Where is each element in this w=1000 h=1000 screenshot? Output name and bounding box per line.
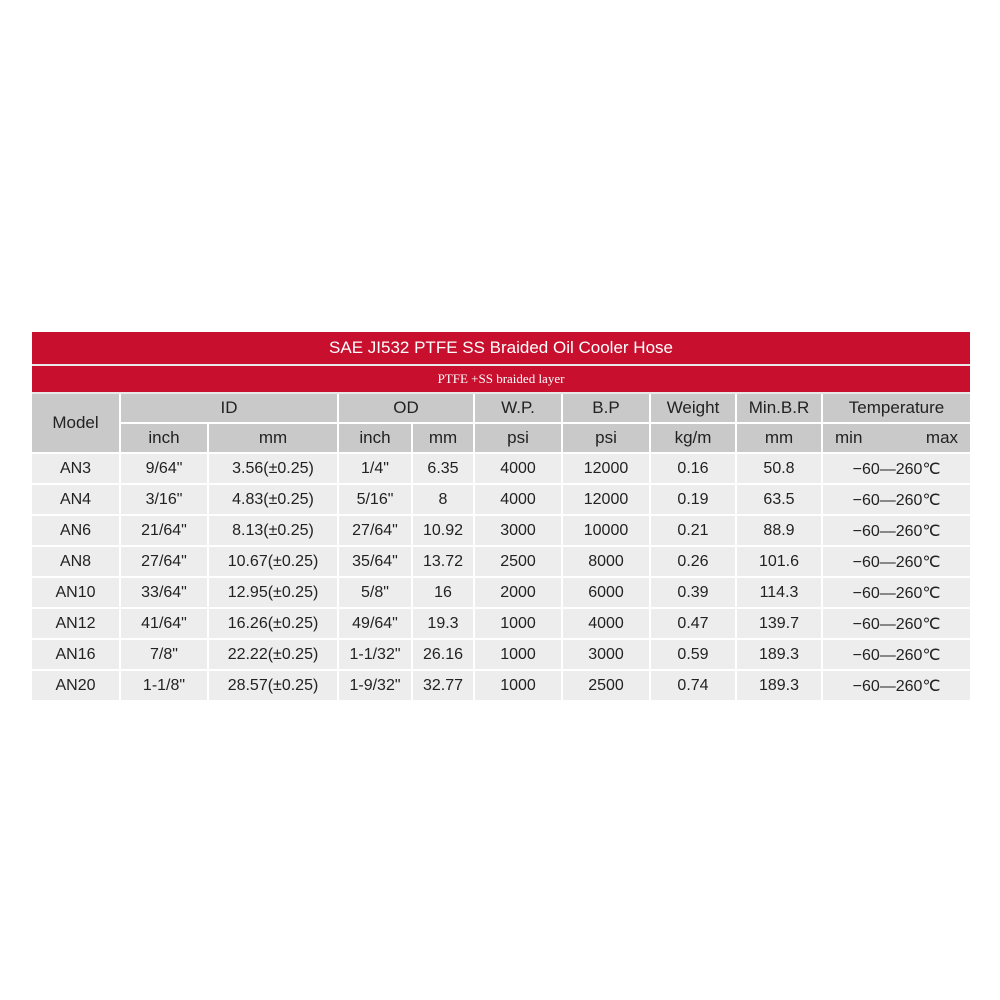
header-wp: W.P.	[474, 393, 562, 423]
cell-model: AN12	[32, 608, 120, 639]
cell-temperature: −60—260℃	[822, 577, 970, 608]
cell-bp: 8000	[562, 546, 650, 577]
cell-id-mm: 10.67(±0.25)	[208, 546, 338, 577]
cell-id-inch: 27/64"	[120, 546, 208, 577]
cell-temperature: −60—260℃	[822, 608, 970, 639]
unit-od-inch: inch	[338, 423, 412, 453]
unit-temp-min: min	[835, 428, 863, 447]
cell-minbr: 88.9	[736, 515, 822, 546]
cell-od-inch: 1-1/32"	[338, 639, 412, 670]
cell-bp: 12000	[562, 453, 650, 484]
cell-wp: 2500	[474, 546, 562, 577]
cell-id-mm: 8.13(±0.25)	[208, 515, 338, 546]
cell-od-mm: 26.16	[412, 639, 474, 670]
cell-wp: 2000	[474, 577, 562, 608]
cell-minbr: 189.3	[736, 670, 822, 700]
unit-bp: psi	[562, 423, 650, 453]
header-bp: B.P	[562, 393, 650, 423]
table-subtitle-row	[32, 365, 970, 393]
table-row	[32, 546, 970, 577]
cell-wp: 1000	[474, 670, 562, 700]
cell-model: AN16	[32, 639, 120, 670]
unit-wp: psi	[474, 423, 562, 453]
cell-od-mm: 13.72	[412, 546, 474, 577]
cell-od-inch: 1/4"	[338, 453, 412, 484]
cell-bp: 6000	[562, 577, 650, 608]
cell-wp: 4000	[474, 484, 562, 515]
cell-id-inch: 9/64"	[120, 453, 208, 484]
cell-bp: 3000	[562, 639, 650, 670]
table-title-row	[32, 332, 970, 365]
cell-od-inch: 1-9/32"	[338, 670, 412, 700]
cell-temperature: −60—260℃	[822, 484, 970, 515]
header-od: OD	[338, 393, 474, 423]
cell-minbr: 101.6	[736, 546, 822, 577]
cell-od-mm: 8	[412, 484, 474, 515]
cell-od-mm: 10.92	[412, 515, 474, 546]
unit-od-mm: mm	[412, 423, 474, 453]
header-id: ID	[120, 393, 338, 423]
cell-weight: 0.19	[650, 484, 736, 515]
cell-od-mm: 6.35	[412, 453, 474, 484]
cell-bp: 2500	[562, 670, 650, 700]
unit-minbr: mm	[736, 423, 822, 453]
cell-od-inch: 49/64"	[338, 608, 412, 639]
cell-model: AN10	[32, 577, 120, 608]
cell-od-inch: 35/64"	[338, 546, 412, 577]
table-row	[32, 639, 970, 670]
table-row	[32, 453, 970, 484]
unit-id-mm: mm	[208, 423, 338, 453]
cell-temperature: −60—260℃	[822, 670, 970, 700]
cell-od-mm: 16	[412, 577, 474, 608]
cell-weight: 0.74	[650, 670, 736, 700]
header-minbr: Min.B.R	[736, 393, 822, 423]
cell-id-mm: 3.56(±0.25)	[208, 453, 338, 484]
cell-model: AN3	[32, 453, 120, 484]
cell-weight: 0.59	[650, 639, 736, 670]
cell-id-inch: 7/8"	[120, 639, 208, 670]
cell-wp: 1000	[474, 608, 562, 639]
cell-minbr: 114.3	[736, 577, 822, 608]
cell-od-inch: 27/64"	[338, 515, 412, 546]
cell-bp: 10000	[562, 515, 650, 546]
cell-temperature: −60—260℃	[822, 515, 970, 546]
cell-temperature: −60—260℃	[822, 546, 970, 577]
cell-od-inch: 5/8"	[338, 577, 412, 608]
cell-id-mm: 28.57(±0.25)	[208, 670, 338, 700]
cell-wp: 4000	[474, 453, 562, 484]
cell-id-inch: 41/64"	[120, 608, 208, 639]
cell-od-inch: 5/16"	[338, 484, 412, 515]
header-row	[32, 393, 970, 423]
table-row	[32, 670, 970, 700]
cell-id-mm: 22.22(±0.25)	[208, 639, 338, 670]
cell-model: AN20	[32, 670, 120, 700]
unit-weight: kg/m	[650, 423, 736, 453]
cell-id-mm: 12.95(±0.25)	[208, 577, 338, 608]
cell-id-inch: 21/64"	[120, 515, 208, 546]
cell-id-inch: 33/64"	[120, 577, 208, 608]
unit-temperature	[822, 423, 970, 453]
unit-id-inch: inch	[120, 423, 208, 453]
table-row	[32, 608, 970, 639]
cell-minbr: 139.7	[736, 608, 822, 639]
cell-bp: 12000	[562, 484, 650, 515]
cell-model: AN6	[32, 515, 120, 546]
table-row	[32, 515, 970, 546]
table-row	[32, 484, 970, 515]
cell-wp: 1000	[474, 639, 562, 670]
header-temperature: Temperature	[822, 393, 970, 423]
table-title: SAE JI532 PTFE SS Braided Oil Cooler Hose	[32, 332, 970, 365]
cell-model: AN8	[32, 546, 120, 577]
cell-weight: 0.39	[650, 577, 736, 608]
cell-wp: 3000	[474, 515, 562, 546]
hose-spec-table	[32, 332, 970, 700]
unit-row	[32, 423, 970, 453]
table-row	[32, 577, 970, 608]
cell-temperature: −60—260℃	[822, 639, 970, 670]
cell-id-inch: 1-1/8"	[120, 670, 208, 700]
cell-od-mm: 32.77	[412, 670, 474, 700]
header-model: Model	[32, 393, 120, 453]
table-subtitle: PTFE +SS braided layer	[32, 365, 970, 393]
cell-temperature: −60—260℃	[822, 453, 970, 484]
cell-bp: 4000	[562, 608, 650, 639]
cell-weight: 0.16	[650, 453, 736, 484]
cell-weight: 0.21	[650, 515, 736, 546]
header-weight: Weight	[650, 393, 736, 423]
cell-minbr: 50.8	[736, 453, 822, 484]
cell-weight: 0.26	[650, 546, 736, 577]
cell-id-mm: 4.83(±0.25)	[208, 484, 338, 515]
unit-temp-max: max	[925, 428, 959, 447]
cell-minbr: 189.3	[736, 639, 822, 670]
cell-id-inch: 3/16"	[120, 484, 208, 515]
cell-model: AN4	[32, 484, 120, 515]
cell-weight: 0.47	[650, 608, 736, 639]
cell-id-mm: 16.26(±0.25)	[208, 608, 338, 639]
cell-minbr: 63.5	[736, 484, 822, 515]
cell-od-mm: 19.3	[412, 608, 474, 639]
